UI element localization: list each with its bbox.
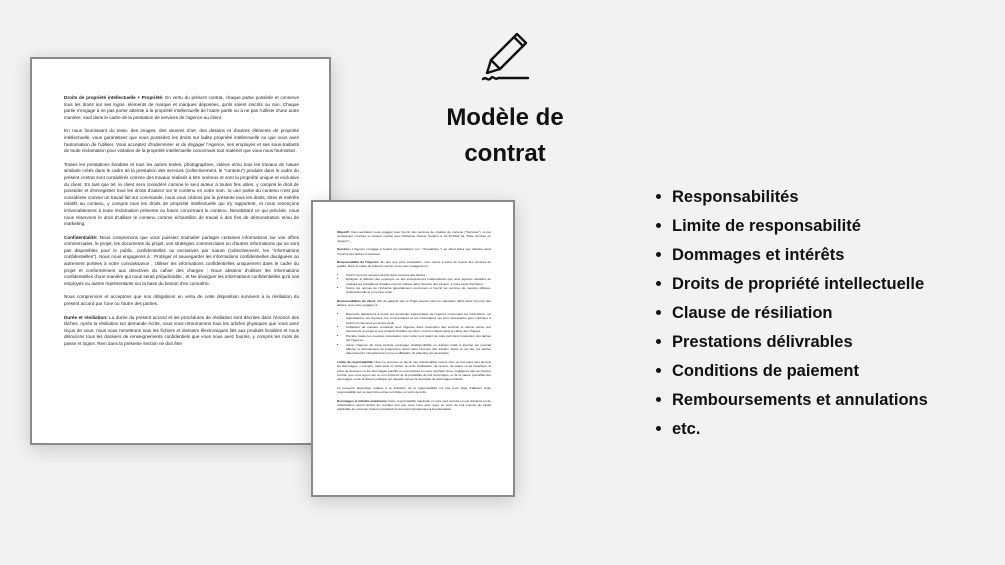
title-line: Modèle de [446, 104, 564, 131]
topics-list [656, 182, 928, 443]
bullet-icon [656, 310, 661, 315]
list-item [656, 385, 928, 414]
paragraph-text: La durée du présent accord et les procédures de résiliation sont décrites dans l'énoncé des tâches. Après la résiliation sur demande écrite, nous vous retournerons tous les articles physiques que vous avez reçus de vous, nous vous remettrons tous les fichiers et dossiers électroniques liés aux produits livrables et nous détruirons tous les dossiers de renseignements confidentiels que vous nous avez fournis, y compris les mots de passe et logins. Rien dans la présente section ne doit être [64, 314, 299, 346]
list-item-label: Conditions de paiement [672, 361, 860, 380]
list-item-label: etc. [672, 419, 701, 438]
paragraph-heading: Limite de responsabilité: [337, 359, 374, 364]
contract-page-right [311, 200, 515, 497]
bullet-icon [656, 368, 661, 373]
list-item [656, 211, 928, 240]
paragraph [337, 299, 491, 308]
list-item [656, 182, 928, 211]
agency-list [337, 273, 491, 295]
list-item: • Collaborer de manière constante avec l'Agence dans l'exécution des services et donner accès aux documents du projet et aux produits livrables du client, comme indiqué dans le cahier des charges. [346, 325, 491, 334]
list-item: • Fournir tous les services décrits dans l'énoncé des tâches ; [346, 273, 491, 277]
list-item: • Répondre rapidement à toutes les demandes raisonnables de l'Agence concernant les instructions, les approbations, les licences, les commentaires et les informations qui sont nécessaires pour continuer à fournir les Services en temps voulu. [346, 312, 491, 325]
paragraph: Toutes les prestations livrables et tous les autres textes, photographies, vidéos et/ou tous les travaux de nature similaire créés dans le cadre de la prestation des services (collectivement, le "contenu") produits dans le cadre du présent contrat sont considérés comme des travaux réalisés à titre onéreux et sont la propriété unique et exclusive du client. En tant que tel, le client sera considéré comme le seul auteur à toutes fins utiles, y compris le droit de posséder et d'enregistrer tous les droits d'auteur sur le contenu en votre nom. Si une partie du contenu n'est pas considérée comme un travail fait sur commande, nous vous cédons par la présente tous les droits, titres et intérêts relatifs au contenu, y compris tous les droits de propriété intellectuelle qui s'y rapportent, et nous renonçons irrévocablement à toute réclamation présente ou future concernant le contenu. Nonobstant ce qui précède, nous nous réservons le droit d'utiliser le contenu comme échantillon de travail à des fins de démonstration et/ou de marketing. [64, 161, 299, 227]
bullet-icon [656, 252, 661, 257]
list-item [656, 298, 928, 327]
paragraph-heading: Responsabilités du client: [337, 298, 376, 303]
list-item [656, 240, 928, 269]
title-line: contrat [464, 140, 546, 167]
paragraph [337, 260, 491, 269]
list-item: • Aviser l'Agence de toute période prolongée d'indisponibilité ou d'accès limité à internet qui pourrait affecter le déroulement du programme décrit dans l'énoncé des travaux. Dans un tel cas, les parties détermineront mutuellement si une modification du planning est nécessaire. [346, 343, 491, 356]
client-list [337, 312, 491, 356]
bullet-icon [656, 281, 661, 286]
paragraph-text: Afin de garantir que le Projet avance selon le calendrier défini dans l'énoncé des tâches, vous vous engagez à : [337, 298, 491, 308]
list-item [656, 327, 928, 356]
list-item-label: Prestations délivrables [672, 332, 853, 351]
pen-signature-icon [480, 30, 532, 86]
paragraph-text: Notre responsabilité maximale et votre seul recours en cas d'actions ou de réclamations seront limités au montant réel que vous nous avez payé en vertu de tout énoncé de travail applicable au cours de l'année précédant l'événement donnant lieu à la réclamation. [337, 398, 491, 412]
paragraph: La présente disposition relative à la limitation de la responsabilité n'a pas pour objet d'affecter toute responsabilité qui ne peut être exclue ou limitée en vertu de la loi. [337, 385, 491, 395]
list-item-label: Droits de propriété intellectuelle [672, 274, 925, 293]
paragraph-heading: Responsabilité de l'Agence: [337, 260, 380, 265]
list-item: • Prendre toutes les mesures nécessaires pour éviter tout retard de votre part dans l'exécution des tâches par l'Agence. [346, 334, 491, 343]
bullet-icon [656, 194, 661, 199]
list-item-label: Dommages et intérêts [672, 245, 845, 264]
contract-page-left [30, 57, 331, 445]
list-item-label: Responsabilités [672, 187, 799, 206]
list-item [656, 356, 928, 385]
bullet-icon [656, 339, 661, 344]
paragraph-text: Vous souhaitez nous engager pour fournir des services de création de contenu ("Services"), et par conséquent conclure le présent contrat avec Marianne Nusser Soriano le 01.10.2022 (la "Date d'entrée en vigueur"). [337, 230, 491, 243]
bullet-icon [656, 223, 661, 228]
list-item-label: Limite de responsabilité [672, 216, 861, 235]
page-title [405, 100, 605, 172]
paragraph [337, 360, 491, 382]
paragraph-text: Nous comprenons que vous puissiez souhaiter partager certaines informations sur vos offres commerciales, le projet, les documents du projet, vos stratégies commerciales ou d'autres informations qui ne sont pas disponibles pour le public, confidentielles ou exclusives par nature (collectivement, les "informations confidentielles"). Nous nous engageons à : Protéger et sauvegarder les informations confidentielles divulguées ou autrement portées à notre connaissance ; Utiliser les informations confidentielles uniquement dans le cadre du projet et conformément aux directives du cahier des charges ; Nous abstenir d'utiliser les informations confidentielles d'une manière qui nous serait préjudiciable ; et Ne divulguer les informations confidentielles qu'à nos employés ou autres représentants sur la base du besoin d'en connaître. [64, 234, 299, 286]
list-item [656, 414, 928, 443]
bullet-icon [656, 426, 661, 431]
paragraph-text: L'Agence s'engage à fournir les prestations (ou " Prestations ") au client telles que décrites dans l'énoncé des tâches ci-dessous. [337, 247, 491, 256]
paragraph [337, 247, 491, 256]
paragraph-text: En tant que votre prestataire, nous avons à cœur de fournir des services de qualité. Dans le cadre du présent contrat, nous nous engageons à : [337, 260, 491, 269]
paragraph-heading: Durée et résiliation: [64, 314, 108, 320]
paragraph: Nous comprenons et acceptons que nos obligations en vertu de cette disposition survivent à la résiliation du présent accord par l'une ou l'autre des parties. [64, 294, 299, 307]
paragraph-heading: Droits de propriété intellectuelle + Propriété: [64, 95, 164, 100]
paragraph-text: Nous ne sommes en aucun cas responsables envers vous ou tout autre tiers de tous les dommages, y compris, mais sans s'y limiter, la perte d'utilisation, de revenu, de valeur ou de bénéfices, la perte de données ou les dommages punitifs ou exemplaires ou ceux résultant d'une négligence liée au présent contrat, que nous ayons été ou non informés de la possibilité de tels dommages, et de la nature prévisible des dommages ou de la théorie juridique sur laquelle repose la demande de dommages-intérêts. [337, 359, 491, 382]
list-item-label: Remboursements et annulations [672, 390, 928, 409]
paragraph-heading: Dommages et intérêts maximums: [337, 398, 388, 403]
paragraph-text: En vertu du présent contrat, chaque partie possède et conserve tous les droits sur ses logos, éléments de marque et marques déposées, qu'ils soient inscrits ou non. Chaque partie s'engage à ne pas porter atteinte à la propriété intellectuelle de l'autre partie ou à ne pas l'utiliser d'une autre manière, sauf dans le cadre de la prestation de services de l'agence au client. [64, 95, 300, 120]
paragraph: En nous fournissant du texte, des images, des œuvres d'art, des dessins et d'autres éléments de propriété intellectuelle, vous garantissez que vous possédez les droits sur ladite propriété intellectuelle ou que vous avez l'autorisation de l'utiliser. Vous acceptez d'indemniser et de dégager l'Agence, ses employés et ses sous-traitants de toute réclamation pour violation de la propriété intellectuelle concernant tout matériel que vous nous fournissez. [64, 128, 299, 154]
list-item: • Suivre les normes de l'industrie généralement reconnues et fournir les services de manière efficace, professionnelle et en temps voulu. [346, 286, 491, 295]
paragraph [64, 235, 299, 288]
list-item [656, 269, 928, 298]
paragraph [337, 230, 491, 243]
paragraph-heading: Confidentialité: [64, 234, 98, 240]
paragraph [337, 399, 491, 412]
list-item: • Désigner et affecter des employés ou des entrepreneurs indépendants que nous jugeons capables de produire les prestations livrables comme indiqué dans l'énoncé des travaux, à notre seule discrétion. [346, 277, 491, 286]
bullet-icon [656, 397, 661, 402]
paragraph [64, 315, 299, 348]
list-item-label: Clause de résiliation [672, 303, 833, 322]
paragraph-heading: Objectif: [337, 230, 350, 234]
paragraph-heading: Services: [337, 247, 351, 252]
paragraph [64, 95, 299, 121]
